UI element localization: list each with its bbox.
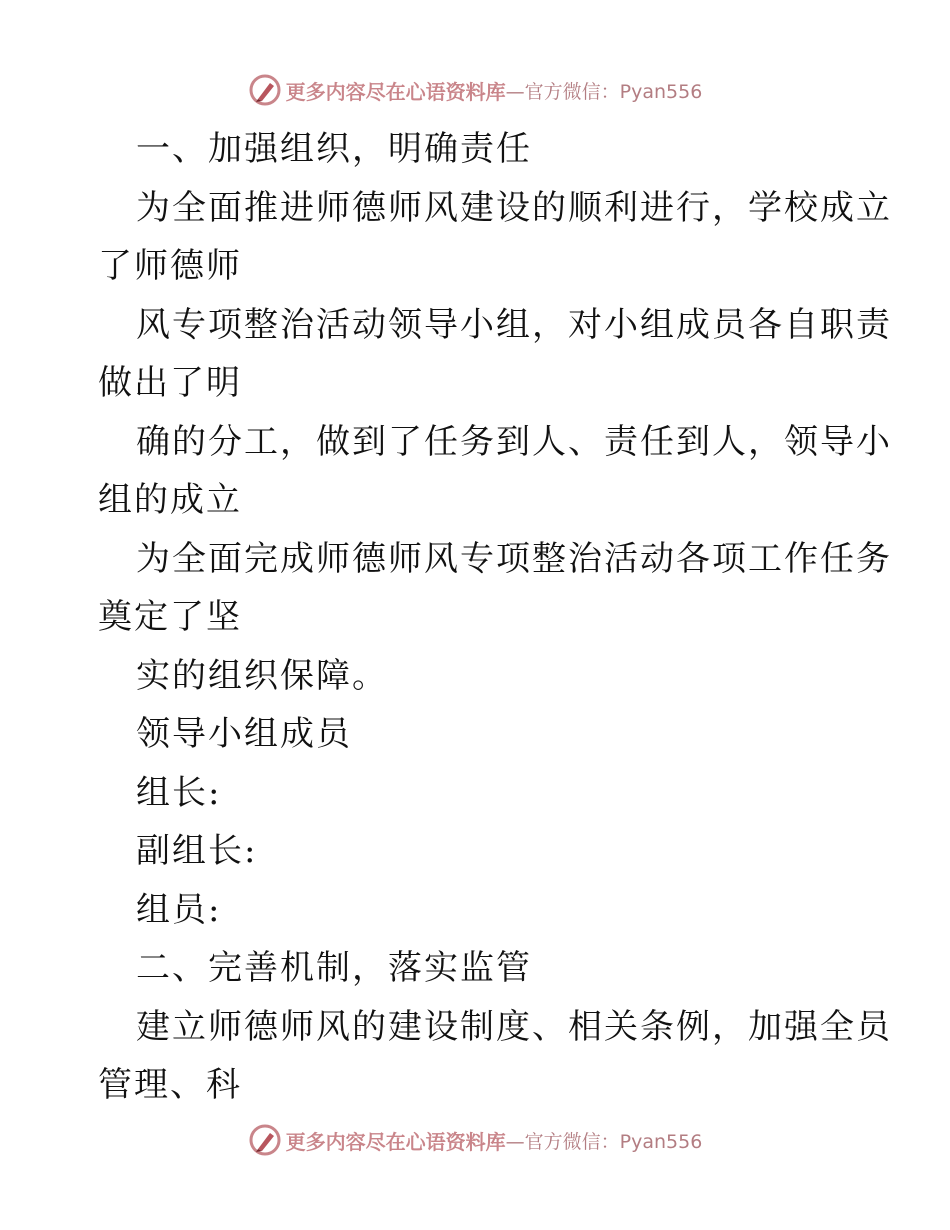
document-body xyxy=(98,120,892,1115)
text-line: 组的成立 xyxy=(98,480,242,520)
text-line: 确的分工，做到了任务到人、责任到人，领导小 xyxy=(136,421,892,462)
text-line: 做出了明 xyxy=(98,363,242,403)
text-line: 领导小组成员 xyxy=(136,714,352,754)
text-line: 二、完善机制，落实监管 xyxy=(136,948,532,988)
text-line: 组员: xyxy=(136,889,222,930)
pen-logo-icon xyxy=(248,73,282,107)
watermark-wechat: —官方微信：Pyan556 xyxy=(505,80,703,103)
pen-logo-icon xyxy=(248,1123,282,1157)
text-line: 管理、科 xyxy=(98,1065,242,1105)
text-line: 风专项整治活动领导小组，对小组成员各自职责 xyxy=(136,304,892,345)
text-line: 了师德师 xyxy=(98,246,242,286)
footer-watermark xyxy=(0,1120,950,1160)
header-watermark xyxy=(0,70,950,110)
watermark-text: 更多内容尽在心语资料库 xyxy=(285,79,506,104)
text-line: 副组长: xyxy=(136,831,258,871)
text-line: 为全面推进师德师风建设的顺利进行，学校成立 xyxy=(136,187,892,228)
text-line: 实的组织保障。 xyxy=(136,655,388,696)
text-line: 组长: xyxy=(136,772,222,813)
text-line: 建立师德师风的建设制度、相关条例，加强全员 xyxy=(136,1006,892,1047)
watermark-text: 更多内容尽在心语资料库 xyxy=(285,1129,506,1154)
text-line: 一、加强组织，明确责任 xyxy=(136,129,532,169)
watermark-wechat: —官方微信：Pyan556 xyxy=(505,1130,703,1153)
text-line: 奠定了坚 xyxy=(98,597,242,637)
text-line: 为全面完成师德师风专项整治活动各项工作任务 xyxy=(136,538,892,579)
